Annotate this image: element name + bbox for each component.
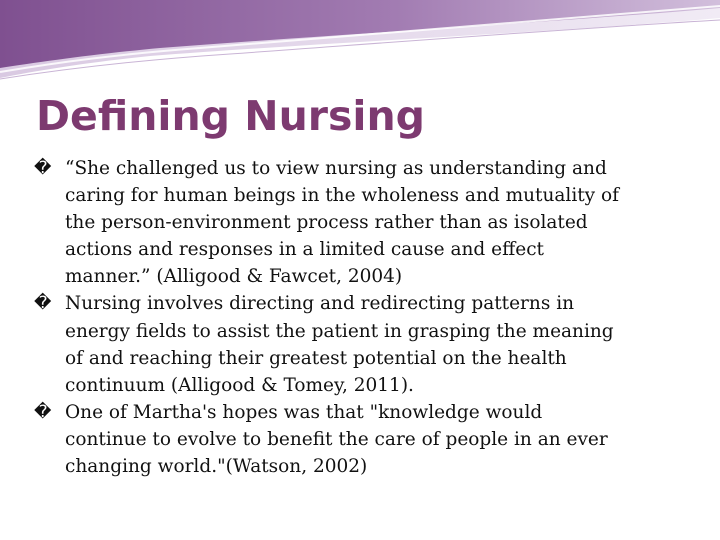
bullet-text (65, 290, 698, 398)
bullet-line: continuum (Alligood & Tomey, 2011). (65, 374, 414, 396)
bullet-line: continue to evolve to benefit the care of people in an ever (65, 428, 608, 450)
bullet-line: of and reaching their greatest potential on the health (65, 347, 567, 369)
bullet-line: changing world."(Watson, 2002) (65, 456, 368, 478)
bullet-text (65, 399, 698, 480)
bullet-line: caring for human beings in the wholeness and mutuality of (65, 185, 619, 207)
bullet-line: the person-environment process rather than as isolated (65, 212, 588, 234)
bullet-line: manner.” (Alligood & Fawcet, 2004) (65, 266, 403, 288)
bullet-list (34, 155, 698, 480)
bullet-line: actions and responses in a limited cause and effect (65, 239, 544, 261)
bullet-text (65, 155, 698, 290)
bullet-line: “She challenged us to view nursing as understanding and (65, 158, 607, 179)
bullet-glyph-icon: � (34, 401, 52, 422)
bullet-line: energy fields to assist the patient in grasping the meaning (65, 320, 614, 342)
bullet-glyph-icon: � (34, 293, 52, 314)
decorative-top-band (0, 0, 720, 90)
bullet-line: One of Martha's hopes was that "knowledge would (65, 401, 543, 423)
slide-title: Defining Nursing (36, 92, 425, 140)
bullet-line: Nursing involves directing and redirecting patterns in (65, 293, 575, 315)
bullet-glyph-icon: � (34, 158, 52, 178)
bullet-item-2 (34, 290, 698, 398)
bullet-item-3 (34, 399, 698, 480)
bullet-item-1 (34, 155, 698, 290)
